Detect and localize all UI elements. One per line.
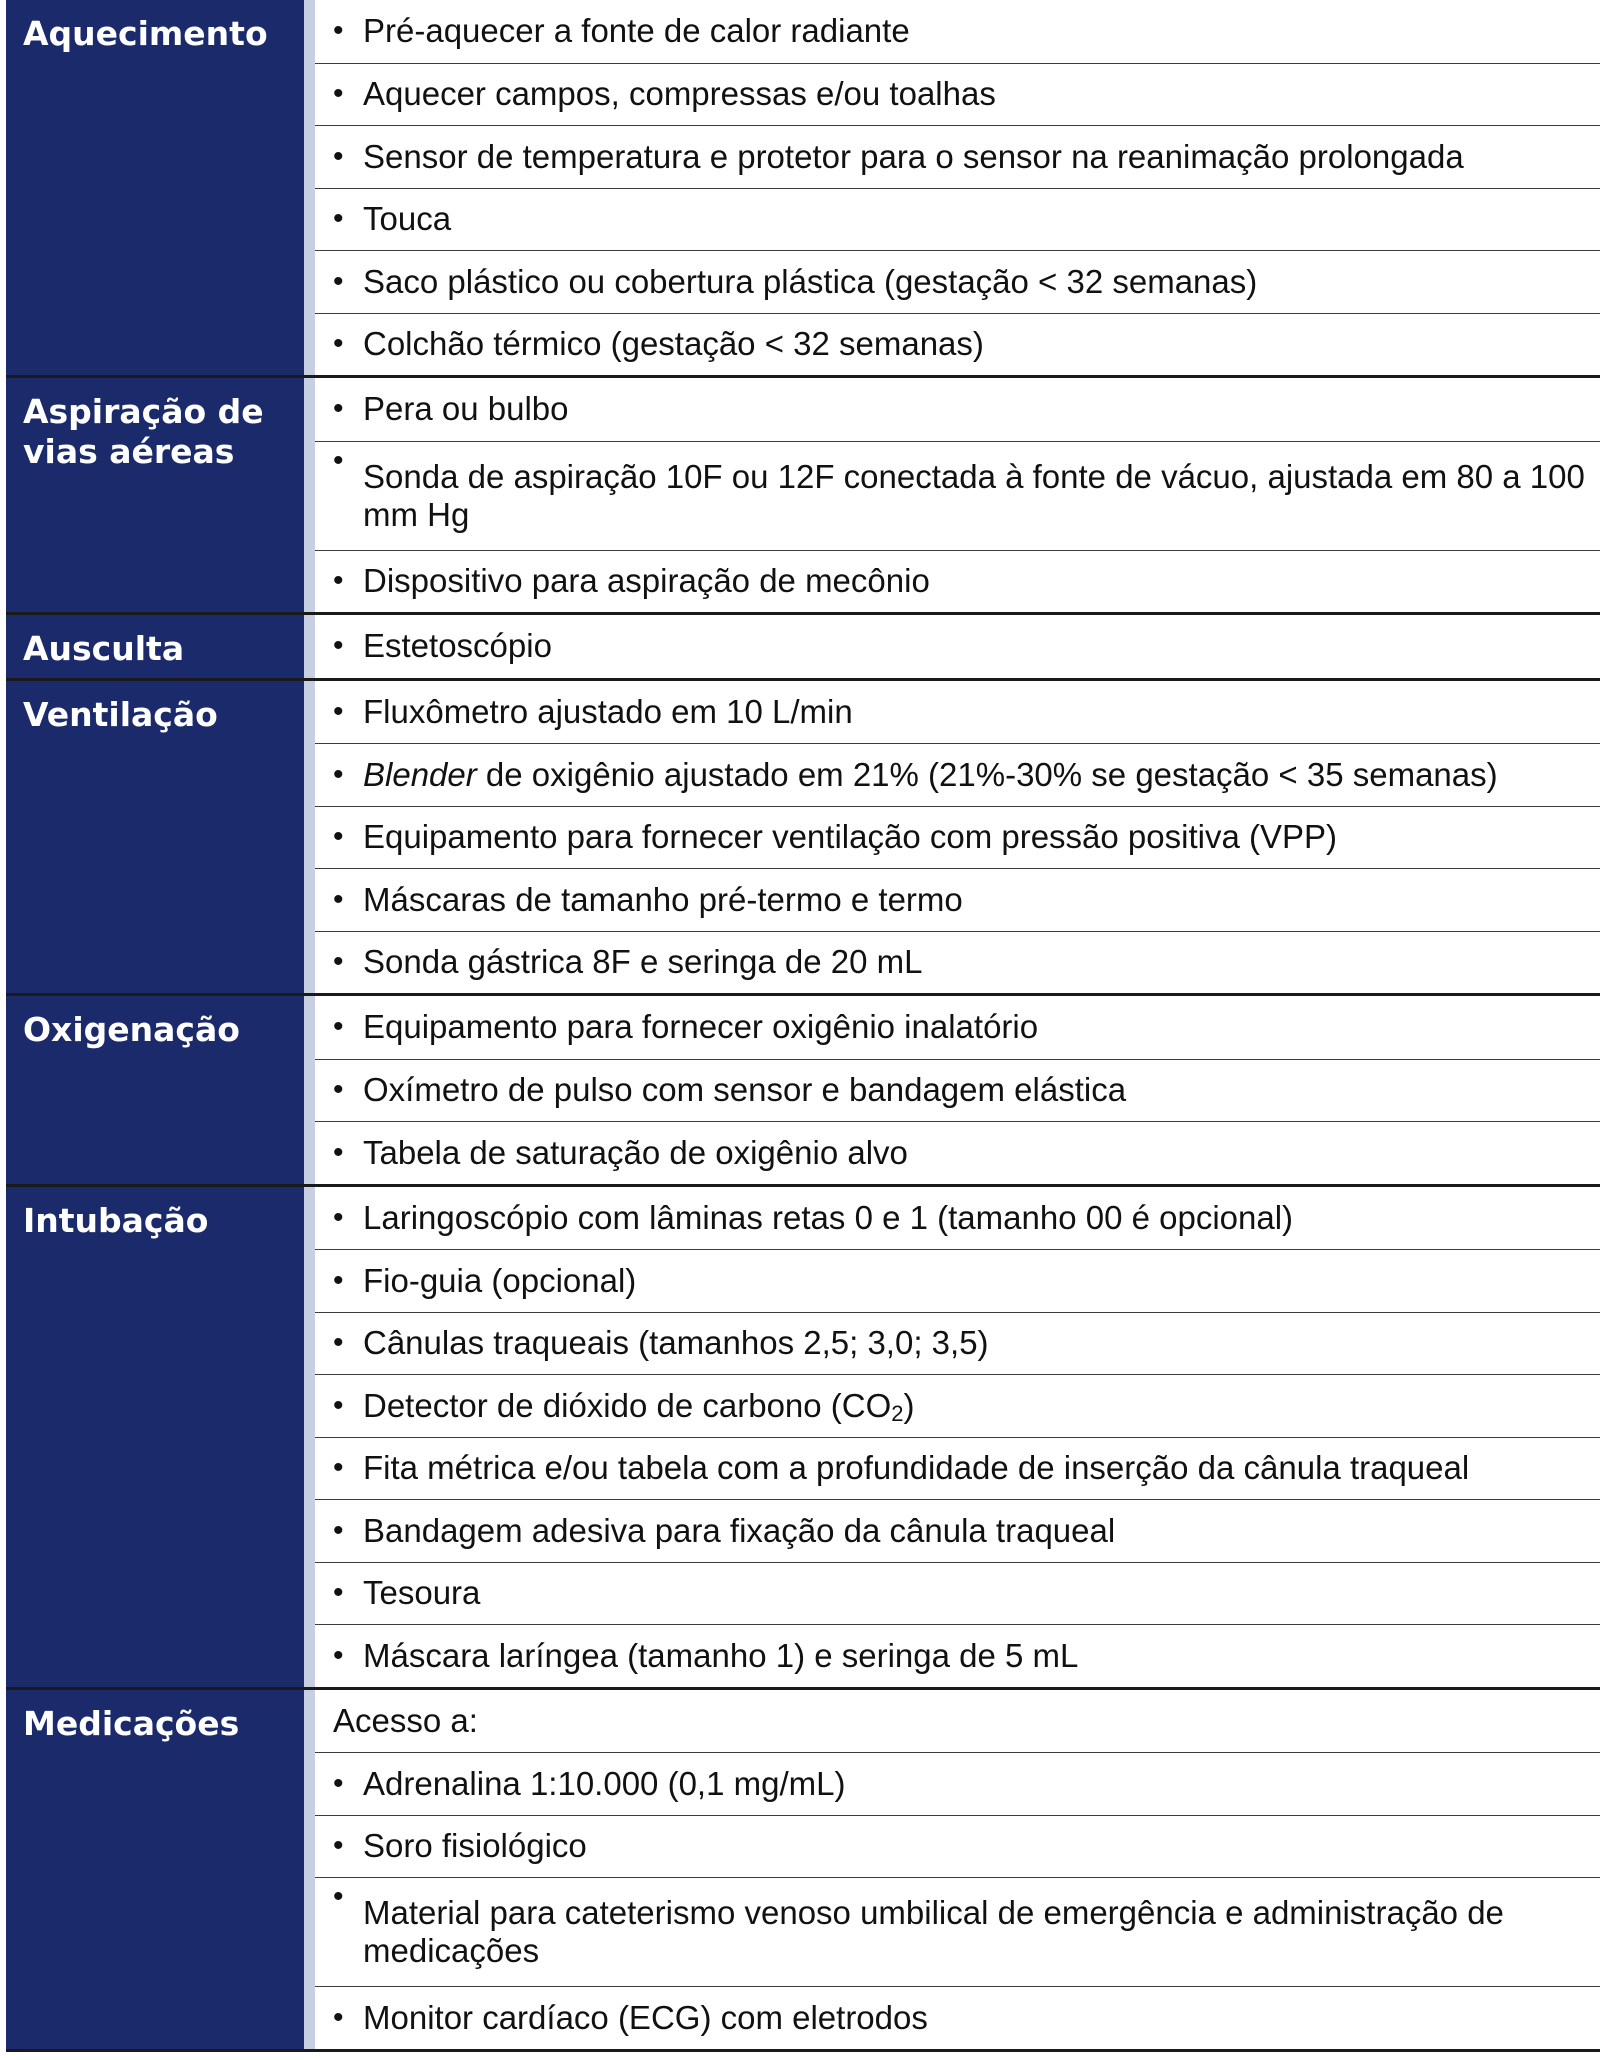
bullet-icon: •: [333, 264, 344, 298]
category-label: Intubação: [6, 1187, 304, 1687]
bullet-icon: •: [333, 1829, 344, 1863]
item-list: [315, 378, 1600, 612]
bullet-icon: •: [333, 1880, 344, 1913]
section-aquecimento: [6, 0, 1600, 375]
section-ventilacao: [6, 678, 1600, 994]
bullet-icon: •: [333, 882, 344, 916]
bullet-icon: •: [333, 14, 344, 48]
bullet-icon: •: [333, 629, 344, 663]
list-item: • Sonda de aspiração 10F ou 12F conectada à fonte de vácuo, ajustada em 80 a 100 mm Hg: [315, 441, 1600, 550]
item-list: [315, 996, 1600, 1184]
section-aspiracao: [6, 375, 1600, 612]
bullet-icon: •: [333, 443, 344, 477]
bullet-icon: •: [333, 1263, 344, 1297]
section-oxigenacao: [6, 993, 1600, 1184]
item-list: [315, 1187, 1600, 1687]
category-label: Medicações: [6, 1690, 304, 2049]
bullet-icon: •: [333, 1513, 344, 1547]
bullet-icon: •: [333, 1638, 344, 1672]
section-medicacoes: [6, 1687, 1600, 2049]
bullet-icon: •: [333, 139, 344, 173]
section-intubacao: [6, 1184, 1600, 1687]
list-item: • Touca: [315, 188, 1600, 251]
list-item: • Bandagem adesiva para fixação da cânula traqueal: [315, 1499, 1600, 1562]
category-label: Aquecimento: [6, 0, 304, 375]
list-item: • Material para cateterismo venoso umbilical de emergência e administração de medicações: [315, 1877, 1600, 1986]
bullet-icon: •: [333, 77, 344, 111]
category-label: Ventilação: [6, 681, 304, 994]
list-item: • Fita métrica e/ou tabela com a profundidade de inserção da cânula traqueal: [315, 1437, 1600, 1500]
bullet-icon: •: [333, 327, 344, 361]
list-item: • Aquecer campos, compressas e/ou toalhas: [315, 63, 1600, 126]
bullet-icon: •: [333, 1010, 344, 1044]
category-label: Aspiração de vias aéreas: [6, 378, 304, 612]
list-item: • Equipamento para fornecer oxigênio inalatório: [333, 1008, 1039, 1046]
list-item: • Pera ou bulbo: [333, 390, 569, 428]
bullet-icon: •: [333, 757, 344, 791]
list-item: • Fluxômetro ajustado em 10 L/min: [333, 692, 853, 730]
bullet-icon: •: [333, 1200, 344, 1234]
bullet-icon: •: [333, 1576, 344, 1610]
list-item: • Detector de dióxido de carbono $(CO_2)$: [315, 1374, 1600, 1437]
list-item: • Equipamento para fornecer ventilação com pressão positiva (VPP): [315, 806, 1600, 869]
list-item: • Saco plástico ou cobertura plástica (gestação < 32 semanas): [315, 250, 1600, 313]
item-list: [315, 0, 1600, 375]
list-item: • Monitor cardíaco (ECG) com eletrodos: [315, 1986, 1600, 2049]
list-item: • Pré-aquecer a fonte de calor radiante: [333, 12, 910, 50]
list-item: • Soro fisiológico: [315, 1815, 1600, 1878]
list-item: • Sensor de temperatura e protetor para o sensor na reanimação prolongada: [315, 125, 1600, 188]
list-item: • Tesoura: [315, 1562, 1600, 1625]
list-item: • Fio-guia (opcional): [315, 1249, 1600, 1312]
list-item: • Adrenalina 1:10.000 (0,1 mg/mL): [315, 1752, 1600, 1815]
bullet-icon: •: [333, 2000, 344, 2034]
list-item: • Máscara laríngea (tamanho 1) e seringa de 5 mL: [315, 1624, 1600, 1687]
category-label: Ausculta: [6, 615, 304, 678]
list-item: • Colchão térmico (gestação < 32 semanas): [315, 313, 1600, 376]
bullet-icon: •: [333, 1388, 344, 1422]
bullet-icon: •: [333, 392, 344, 426]
equipment-table: [6, 0, 1600, 2052]
bullet-icon: •: [333, 564, 344, 598]
bullet-icon: •: [333, 1326, 344, 1360]
bullet-icon: •: [333, 1766, 344, 1800]
bullet-icon: •: [333, 1451, 344, 1485]
list-item: • Cânulas traqueais (tamanhos 2,5; 3,0; 3,5): [315, 1312, 1600, 1375]
bullet-icon: •: [333, 694, 344, 728]
bullet-icon: •: [333, 945, 344, 979]
list-item: • Estetoscópio: [333, 627, 552, 665]
list-item: • Tabela de saturação de oxigênio alvo: [315, 1121, 1600, 1184]
category-label: Oxigenação: [6, 996, 304, 1184]
bullet-icon: •: [333, 1135, 344, 1169]
list-item: • Oxímetro de pulso com sensor e bandagem elástica: [315, 1059, 1600, 1122]
item-list: [315, 615, 1600, 678]
list-item: • Dispositivo para aspiração de mecônio: [315, 550, 1600, 613]
list-item: • Blender de oxigênio ajustado em 21% (21%-30% se gestação < 35 semanas): [315, 743, 1600, 806]
list-item: • Laringoscópio com lâminas retas 0 e 1 (tamanho 00 é opcional): [333, 1198, 1294, 1236]
list-intro: Acesso a:: [333, 1701, 478, 1739]
list-item: • Máscaras de tamanho pré-termo e termo: [315, 868, 1600, 931]
item-list: [315, 681, 1600, 994]
bullet-icon: •: [333, 820, 344, 854]
list-item: • Sonda gástrica 8F e seringa de 20 mL: [315, 931, 1600, 994]
bullet-icon: •: [333, 1073, 344, 1107]
section-ausculta: [6, 612, 1600, 678]
item-list: [315, 1690, 1600, 2049]
bullet-icon: •: [333, 202, 344, 236]
